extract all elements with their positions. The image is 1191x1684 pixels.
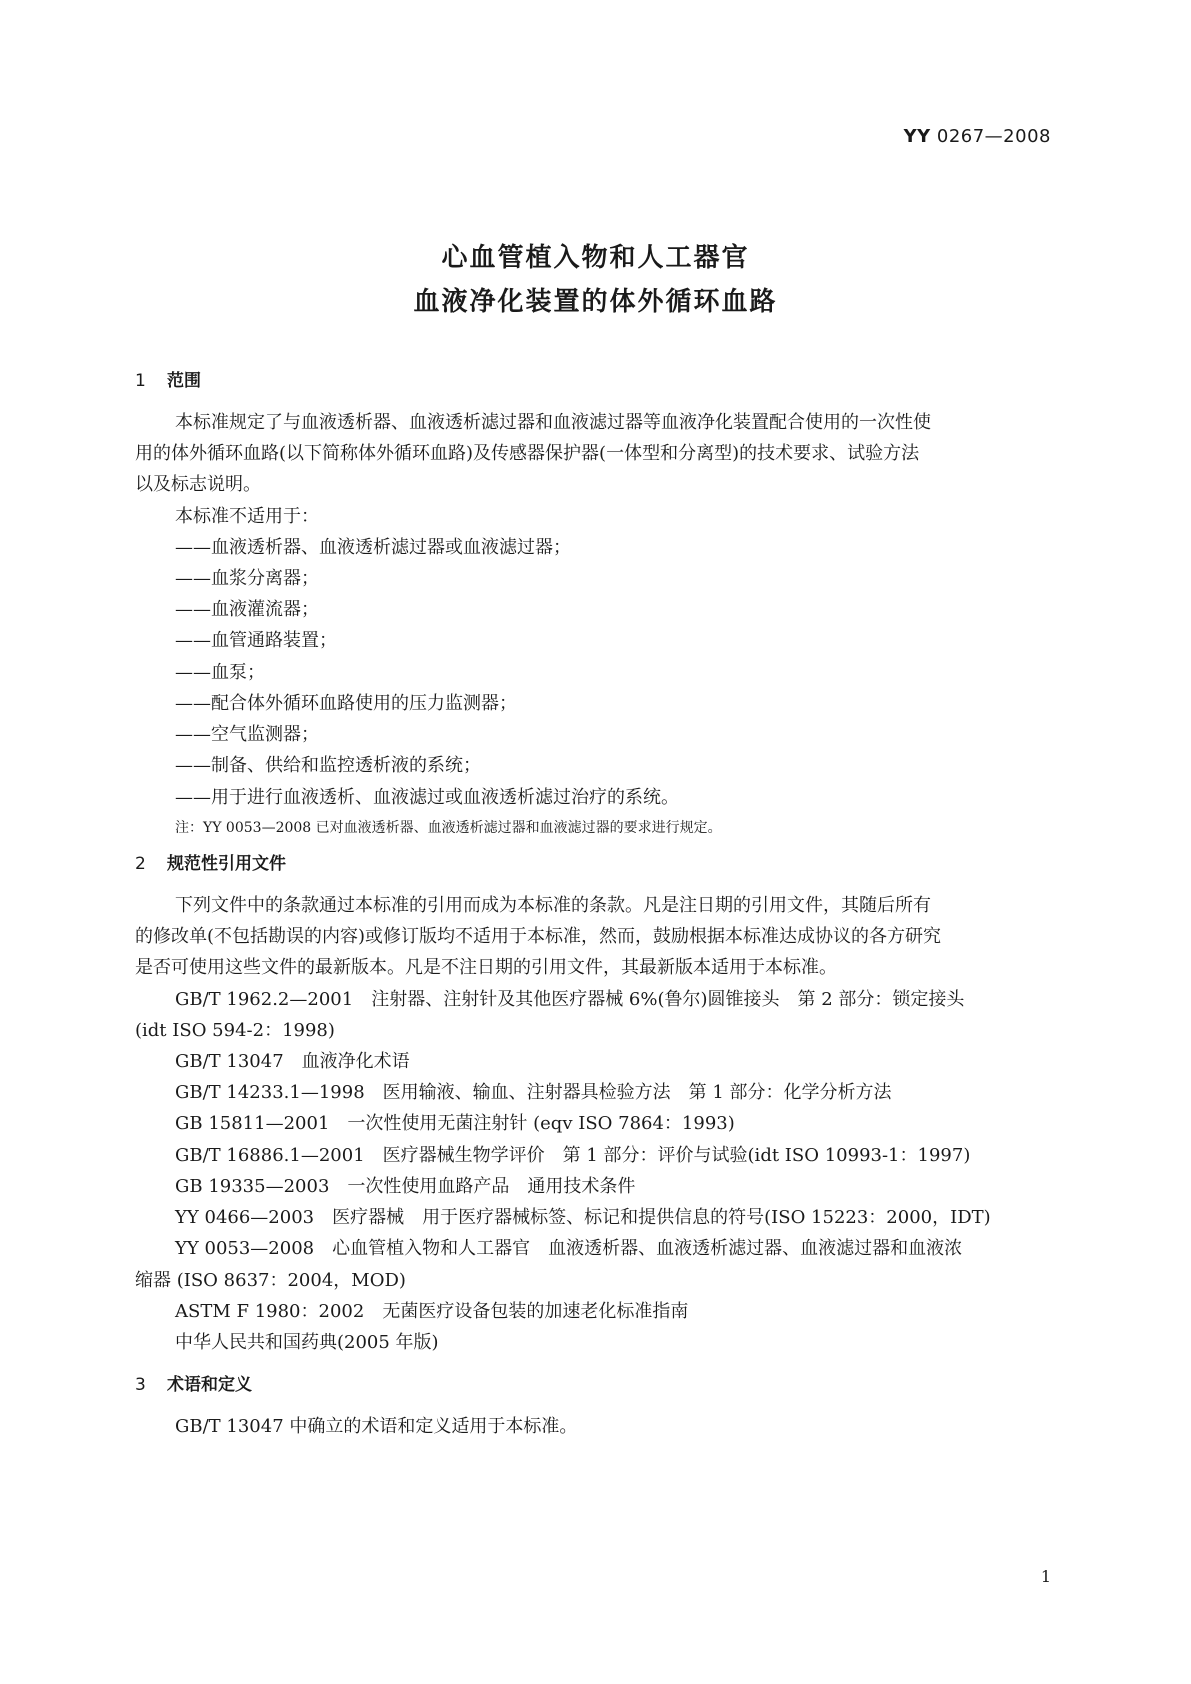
section-1-title: 范围 <box>167 371 201 391</box>
section-2-heading <box>135 849 286 874</box>
standard-code-number: 0267—2008 <box>936 126 1051 147</box>
s2-ref-line: YY 0466—2003 医疗器械 用于医疗器械标签、标记和提供信息的符号(ISO 15223：2000，IDT) <box>175 1207 991 1228</box>
s1-exclusion-item: ——血管通路装置； <box>175 630 337 651</box>
section-2-number: 2 <box>135 854 146 874</box>
s1-exclusion-item: ——用于进行血液透析、血液滤过或血液透析滤过治疗的系统。 <box>175 787 679 808</box>
s2-ref-line: 中华人民共和国药典(2005 年版) <box>175 1332 439 1353</box>
section-3-heading <box>135 1370 252 1395</box>
s1-exclusion-item: ——血浆分离器； <box>175 568 319 589</box>
s2-ref-line: GB 19335—2003 一次性使用血路产品 通用技术条件 <box>175 1176 636 1197</box>
section-1-heading <box>135 366 201 391</box>
s1-exclusion-intro: 本标准不适用于： <box>175 506 319 527</box>
s1-note: 注：YY 0053—2008 已对血液透析器、血液透析滤过器和血液滤过器的要求进行规定。 <box>175 820 722 836</box>
s2-ref-line: GB 15811—2001 一次性使用无菌注射针 (eqv ISO 7864：1993) <box>175 1113 735 1134</box>
s2-ref-line: GB/T 16886.1—2001 医疗器械生物学评价 第 1 部分：评价与试验(idt ISO 10993-1：1997) <box>175 1145 971 1166</box>
section-3-number: 3 <box>135 1375 146 1395</box>
s3-para: GB/T 13047 中确立的术语和定义适用于本标准。 <box>175 1416 578 1437</box>
s2-ref-line: (idt ISO 594-2：1998) <box>135 1020 335 1041</box>
s2-ref-line: YY 0053—2008 心血管植入物和人工器官 血液透析器、血液透析滤过器、血液滤过器和血液浓 <box>175 1238 963 1259</box>
s1-para-line-1: 本标准规定了与血液透析器、血液透析滤过器和血液滤过器等血液净化装置配合使用的一次性使 <box>175 412 931 433</box>
s1-exclusion-item: ——血液灌流器； <box>175 599 319 620</box>
section-3-title: 术语和定义 <box>167 1375 252 1395</box>
page-number: 1 <box>1040 1567 1051 1586</box>
s1-exclusion-item: ——制备、供给和监控透析液的系统； <box>175 755 481 776</box>
standard-code <box>904 126 1051 147</box>
section-2-title: 规范性引用文件 <box>167 854 286 874</box>
s1-para-line-2: 用的体外循环血路(以下简称体外循环血路)及传感器保护器(一体型和分离型)的技术要求、试验方法 <box>135 443 920 464</box>
s1-exclusion-item: ——血液透析器、血液透析滤过器或血液滤过器； <box>175 537 571 558</box>
s2-ref-line: ASTM F 1980：2002 无菌医疗设备包装的加速老化标准指南 <box>175 1301 689 1322</box>
s2-ref-line: GB/T 13047 血液净化术语 <box>175 1051 410 1072</box>
s2-para-line-1: 下列文件中的条款通过本标准的引用而成为本标准的条款。凡是注日期的引用文件，其随后所有 <box>175 895 931 916</box>
s1-exclusion-item: ——空气监测器； <box>175 724 319 745</box>
document-title-line-1: 心血管植入物和人工器官 <box>441 243 750 273</box>
section-1-number: 1 <box>135 371 146 391</box>
s2-ref-line: GB/T 1962.2—2001 注射器、注射针及其他医疗器械 6%(鲁尔)圆锥接头 第 2 部分：锁定接头 <box>175 989 965 1010</box>
s1-exclusion-item: ——血泵； <box>175 662 265 683</box>
s2-para-line-2: 的修改单(不包括勘误的内容)或修订版均不适用于本标准，然而，鼓励根据本标准达成协议的各方研究 <box>135 926 942 947</box>
s1-exclusion-item: ——配合体外循环血路使用的压力监测器； <box>175 693 517 714</box>
s1-para-line-3: 以及标志说明。 <box>135 474 261 495</box>
s2-ref-line: 缩器 (ISO 8637：2004，MOD) <box>135 1270 406 1291</box>
s2-ref-line: GB/T 14233.1—1998 医用输液、输血、注射器具检验方法 第 1 部分：化学分析方法 <box>175 1082 892 1103</box>
document-title-line-2: 血液净化装置的体外循环血路 <box>413 287 778 317</box>
standard-code-prefix: YY <box>903 126 931 147</box>
s2-para-line-3: 是否可使用这些文件的最新版本。凡是不注日期的引用文件，其最新版本适用于本标准。 <box>135 957 837 978</box>
